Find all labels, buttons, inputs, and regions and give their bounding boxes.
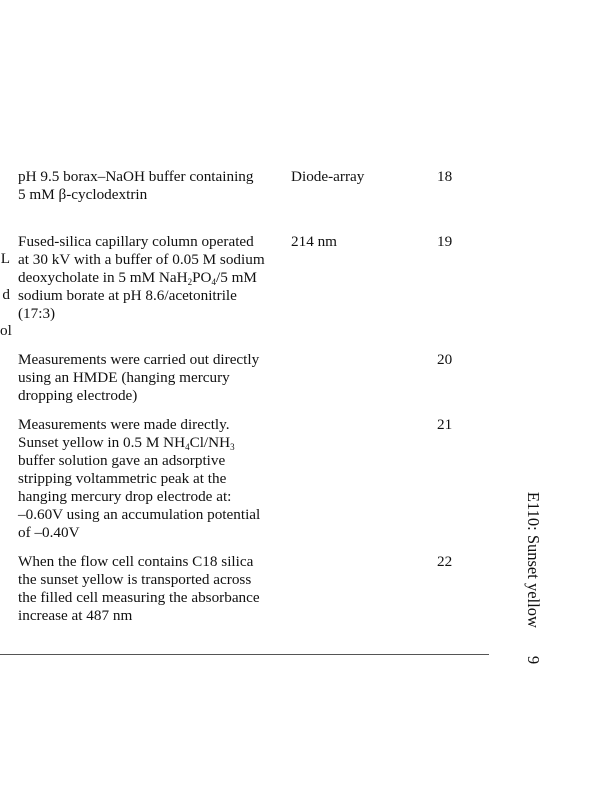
row-1-conditions [18,168,290,204]
row-4-line-2-part-b: Cl/NH [189,434,231,451]
row-4-conditions-line-3: buffer solution gave an adsorptive [18,452,226,469]
row-2-conditions-line-5: (17:3) [18,305,56,322]
row-5-conditions-line-4: increase at 487 nm [18,607,133,624]
row-1-conditions-line-1: pH 9.5 borax–NaOH buffer containing [18,168,254,185]
row-1-detection: Diode-array [291,168,365,185]
table-bottom-rule [0,654,489,655]
row-3-conditions-line-3: dropping electrode) [18,387,138,404]
row-2-line-3-part-b: PO [192,269,212,286]
row-2-conditions-line-4: sodium borate at pH 8.6/acetonitrile [18,287,237,304]
row-3-reference: 20 [437,351,453,368]
row-2-line-3-part-a: deoxycholate in 5 mM NaH [18,269,188,286]
row-3-conditions [18,351,290,405]
row-4-line-2-sub-2: 3 [230,442,235,452]
row-2-reference: 19 [437,233,453,250]
page-number: 9 [524,655,543,665]
row-4-conditions-line-4: stripping voltammetric peak at the [18,470,227,487]
row-2-detection: 214 nm [291,233,337,250]
clipped-edge-text-3: ol [0,322,12,339]
row-4-conditions-line-5: hanging mercury drop electrode at: [18,488,232,505]
row-2-conditions-line-2: at 30 kV with a buffer of 0.05 M sodium [18,251,265,268]
row-3-conditions-line-2: using an HMDE (hanging mercury [18,369,230,386]
row-2-conditions-line-3 [18,269,290,287]
row-1-reference: 18 [437,168,453,185]
row-5-conditions-line-2: the sunset yellow is transported across [18,571,252,588]
row-5-reference: 22 [437,553,453,570]
row-2-conditions [18,233,290,323]
row-4-line-2-part-a: Sunset yellow in 0.5 M NH [18,434,186,451]
row-4-conditions-line-2 [18,434,290,452]
row-2-line-3-sub-2: 4 [211,277,216,287]
row-4-reference: 21 [437,416,453,433]
row-1-conditions-line-2: 5 mM β-cyclodextrin [18,186,148,203]
row-2-line-3-part-c: /5 mM [215,269,257,286]
row-4-conditions-line-1: Measurements were made directly. [18,416,230,433]
clipped-edge-text-1: L [0,250,10,267]
row-2-conditions-line-1: Fused-silica capillary column operated [18,233,254,250]
row-2-line-3-sub-1: 2 [187,277,193,287]
clipped-edge-text-2: d [2,286,10,303]
row-4-conditions-line-6: –0.60V using an accumulation potential [18,506,261,523]
row-4-conditions [18,416,290,542]
row-4-line-2-sub-1: 4 [185,442,190,452]
row-5-conditions-line-3: the filled cell measuring the absorbance [18,589,260,606]
row-5-conditions-line-1: When the flow cell contains C18 silica [18,553,254,570]
running-head [523,492,543,664]
running-head-title: E110: Sunset yellow [524,491,543,628]
row-5-conditions [18,553,290,625]
row-4-conditions-line-7: of –0.40V [18,524,80,541]
row-3-conditions-line-1: Measurements were carried out directly [18,351,260,368]
